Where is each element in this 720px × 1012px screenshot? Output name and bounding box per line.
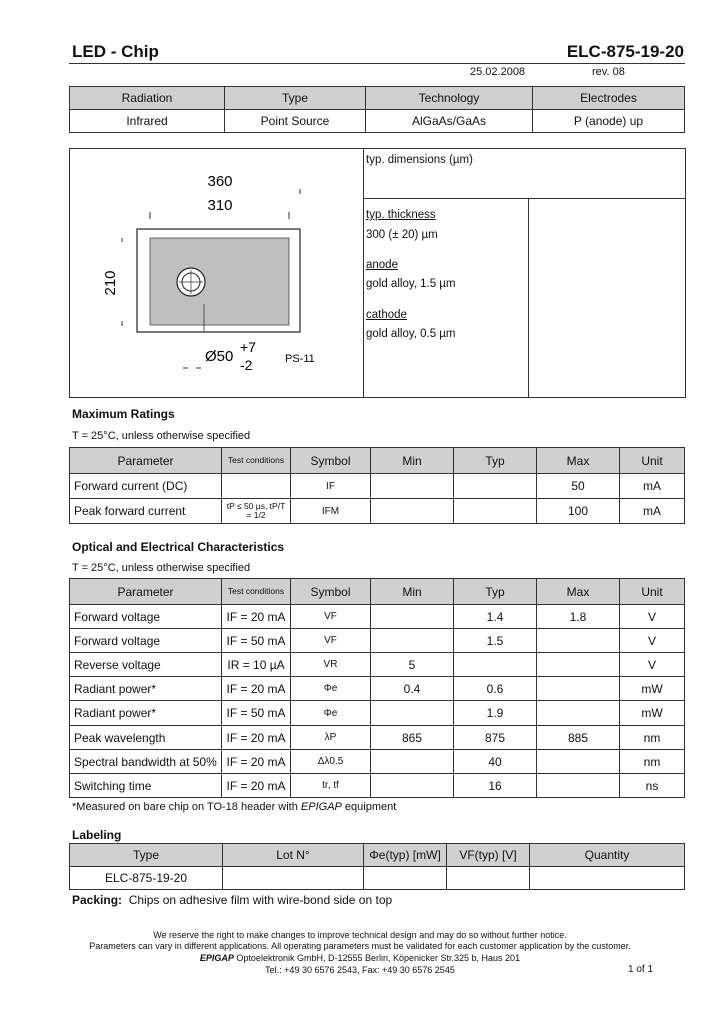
mr-cell: Peak forward current	[70, 499, 222, 524]
optical-cell: Reverse voltage	[70, 653, 222, 677]
optical-cell: Δλ0.5	[291, 750, 371, 774]
dimensions-title: typ. dimensions (µm)	[366, 154, 473, 166]
optical-cell: Radiant power*	[70, 677, 222, 701]
lab-cell	[447, 867, 530, 890]
mr-cell	[454, 499, 537, 524]
max-ratings-table	[69, 447, 685, 524]
info-cell: Point Source	[225, 110, 366, 133]
optical-cell	[537, 774, 620, 798]
mr-header: Unit	[620, 448, 685, 474]
optical-row	[70, 605, 685, 629]
footer-address: EPIGAP Optoelektronik GmbH, D-12555 Berlin, Köpenicker Str.325 b, Haus 201	[199, 953, 521, 963]
optical-cell: 1.8	[537, 605, 620, 629]
optical-cell: Spectral bandwidth at 50%	[70, 750, 222, 774]
optical-cell: IR = 10 µA	[222, 653, 291, 677]
mr-cell: mA	[620, 474, 685, 499]
optical-cell: 1.9	[454, 701, 537, 726]
optical-cell: IF = 20 mA	[222, 677, 291, 701]
optical-cell: nm	[620, 750, 685, 774]
optical-cell	[537, 750, 620, 774]
info-header: Technology	[366, 87, 533, 110]
mr-cell: IFM	[291, 499, 371, 524]
footer-line-1: We reserve the right to make changes to improve technical design and may do so without further notice.	[153, 930, 567, 940]
dim-height: 210	[102, 270, 119, 296]
dim-tol-plus: +7	[240, 339, 256, 355]
optical-cell: IF = 20 mA	[222, 774, 291, 798]
mr-header: Typ	[454, 448, 537, 474]
optical-cell: ns	[620, 774, 685, 798]
lab-header: Φe(typ) [mW]	[364, 844, 447, 867]
optical-row	[70, 726, 685, 750]
mr-header: Max	[537, 448, 620, 474]
info-header: Radiation	[70, 87, 225, 110]
optical-cell: IF = 20 mA	[222, 750, 291, 774]
lab-cell	[364, 867, 447, 890]
page-number: 1 of 1	[628, 964, 654, 975]
optical-table	[69, 578, 685, 798]
optical-cell: 1.4	[454, 605, 537, 629]
optical-cell: mW	[620, 677, 685, 701]
optical-cell: VR	[291, 653, 371, 677]
mr-header: Test conditions	[222, 448, 291, 474]
lab-cell	[223, 867, 364, 890]
optical-cell: 5	[371, 653, 454, 677]
cathode-value: gold alloy, 0.5 µm	[366, 328, 456, 340]
info-cell: Infrared	[70, 110, 225, 133]
optical-cell: IF = 20 mA	[222, 726, 291, 750]
lab-header: Quantity	[530, 844, 685, 867]
optical-row	[70, 653, 685, 677]
optical-cell: IF = 50 mA	[222, 629, 291, 653]
optical-cell: Φe	[291, 701, 371, 726]
optical-cell: VF	[291, 629, 371, 653]
optical-cell: IF = 50 mA	[222, 701, 291, 726]
optical-cell: 885	[537, 726, 620, 750]
optical-cell	[537, 677, 620, 701]
dim-tol-minus: -2	[240, 357, 253, 373]
cathode-label: cathode	[366, 309, 407, 321]
optical-title: Optical and Electrical Characteristics	[72, 540, 285, 554]
dim-diameter: Ø50	[205, 348, 234, 365]
mr-cell: Forward current (DC)	[70, 474, 222, 499]
optical-cell: V	[620, 653, 685, 677]
optical-cell: nm	[620, 726, 685, 750]
optical-row	[70, 750, 685, 774]
doc-revision: rev. 08	[592, 66, 625, 78]
lab-cell: ELC-875-19-20	[70, 867, 223, 890]
mr-cell	[371, 474, 454, 499]
dim-outer: 360	[207, 173, 233, 190]
mr-cell	[371, 499, 454, 524]
doc-date: 25.02.2008	[470, 66, 526, 78]
optical-cell	[371, 605, 454, 629]
optical-cell: 16	[454, 774, 537, 798]
optical-cell: 0.6	[454, 677, 537, 701]
mr-cell	[222, 474, 291, 499]
optical-cell	[371, 701, 454, 726]
labeling-title: Labeling	[72, 828, 122, 842]
optical-cell: 865	[371, 726, 454, 750]
doc-category: LED - Chip	[72, 42, 159, 61]
optical-cell: 1.5	[454, 629, 537, 653]
optical-row	[70, 677, 685, 701]
max-ratings-condition: T = 25°C, unless otherwise specified	[72, 430, 251, 442]
lab-cell	[530, 867, 685, 890]
optical-cell: Φe	[291, 677, 371, 701]
oe-header: Min	[371, 579, 454, 605]
mr-cell: mA	[620, 499, 685, 524]
mr-cell: tP ≤ 50 µs, tP/T = 1/2	[222, 499, 291, 524]
header-rule	[69, 63, 685, 64]
optical-cell: Peak wavelength	[70, 726, 222, 750]
labeling-table	[69, 843, 685, 890]
optical-footnote: *Measured on bare chip on TO-18 header with EPIGAP equipment	[72, 801, 397, 813]
lab-header: Lot N°	[223, 844, 364, 867]
optical-cell: 0.4	[371, 677, 454, 701]
optical-cell: Radiant power*	[70, 701, 222, 726]
optical-row	[70, 629, 685, 653]
optical-cell	[371, 629, 454, 653]
optical-cell: VF	[291, 605, 371, 629]
mr-cell: IF	[291, 474, 371, 499]
oe-header: Symbol	[291, 579, 371, 605]
mr-header: Parameter	[70, 448, 222, 474]
brand-name: EPIGAP	[300, 801, 342, 813]
ps-label: PS-11	[285, 353, 315, 365]
optical-condition: T = 25°C, unless otherwise specified	[72, 562, 251, 574]
optical-cell: Switching time	[70, 774, 222, 798]
optical-row	[70, 774, 685, 798]
optical-cell	[371, 774, 454, 798]
optical-cell: V	[620, 629, 685, 653]
oe-header: Parameter	[70, 579, 222, 605]
optical-cell: λP	[291, 726, 371, 750]
optical-cell: Forward voltage	[70, 605, 222, 629]
oe-header: Typ	[454, 579, 537, 605]
oe-header: Unit	[620, 579, 685, 605]
optical-cell	[537, 701, 620, 726]
footer-line-2: Parameters can vary in different applications. All operating parameters must be validated for each customer application by the customer.	[89, 941, 631, 951]
anode-label: anode	[366, 259, 398, 271]
info-cell: P (anode) up	[533, 110, 685, 133]
chip-drawing	[70, 149, 362, 395]
mr-header: Symbol	[291, 448, 371, 474]
info-cell: AlGaAs/GaAs	[366, 110, 533, 133]
max-ratings-title: Maximum Ratings	[72, 407, 175, 421]
oe-header: Test conditions	[222, 579, 291, 605]
optical-row	[70, 701, 685, 726]
thickness-label: typ. thickness	[366, 209, 436, 221]
optical-cell: mW	[620, 701, 685, 726]
mr-cell	[454, 474, 537, 499]
info-header: Type	[225, 87, 366, 110]
mr-cell: 50	[537, 474, 620, 499]
optical-cell: 40	[454, 750, 537, 774]
optical-cell	[537, 653, 620, 677]
part-number: ELC-875-19-20	[566, 42, 684, 61]
chip-die	[150, 238, 289, 325]
anode-value: gold alloy, 1.5 µm	[366, 278, 456, 290]
optical-cell: tr, tf	[291, 774, 371, 798]
optical-cell	[371, 750, 454, 774]
footer-contact: Tel.: +49 30 6576 2543, Fax: +49 30 6576 2545	[265, 965, 455, 975]
mr-cell: 100	[537, 499, 620, 524]
info-header: Electrodes	[533, 87, 685, 110]
optical-cell	[537, 629, 620, 653]
optical-cell: 875	[454, 726, 537, 750]
optical-cell: Forward voltage	[70, 629, 222, 653]
lab-header: Type	[70, 844, 223, 867]
dim-inner: 310	[207, 197, 233, 214]
mr-header: Min	[371, 448, 454, 474]
lab-header: VF(typ) [V]	[447, 844, 530, 867]
optical-cell: V	[620, 605, 685, 629]
oe-header: Max	[537, 579, 620, 605]
footer-brand: EPIGAP	[199, 953, 234, 963]
optical-cell	[454, 653, 537, 677]
packing	[72, 893, 392, 907]
packing-text: Chips on adhesive film with wire-bond side on top	[128, 893, 393, 907]
info-table	[69, 86, 685, 133]
packing-label: Packing:	[72, 893, 123, 907]
thickness-value: 300 (± 20) µm	[366, 229, 438, 241]
optical-cell: IF = 20 mA	[222, 605, 291, 629]
